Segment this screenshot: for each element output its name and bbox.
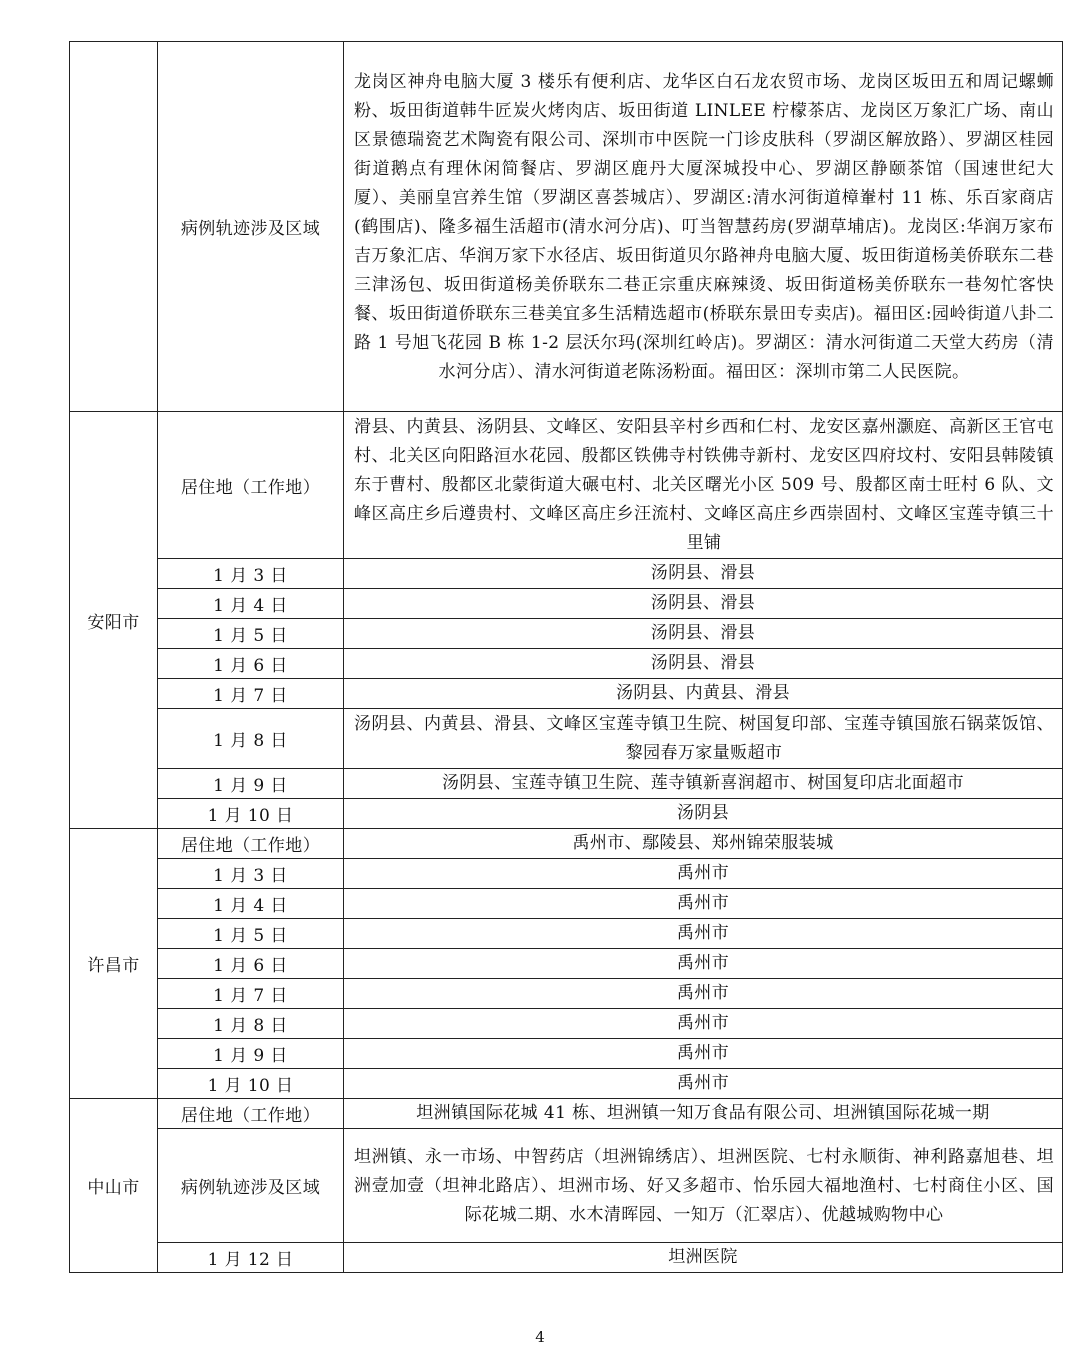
- table-row: [70, 1243, 1063, 1273]
- category-cell: 1 月 6 日: [158, 949, 344, 979]
- location-cell: 禹州市: [344, 859, 1063, 889]
- city-cell: 许昌市: [70, 829, 158, 1099]
- category-cell: 1 月 12 日: [158, 1243, 344, 1273]
- table-row: [70, 1039, 1063, 1069]
- category-cell: 1 月 10 日: [158, 799, 344, 829]
- location-cell: 禹州市: [344, 1009, 1063, 1039]
- location-cell: 汤阴县、滑县: [344, 619, 1063, 649]
- location-cell: 汤阴县: [344, 799, 1063, 829]
- trajectory-table-body: [70, 42, 1063, 1273]
- category-cell: 1 月 4 日: [158, 889, 344, 919]
- category-cell: 居住地（工作地）: [158, 829, 344, 859]
- table-row: [70, 559, 1063, 589]
- location-cell: 禹州市: [344, 889, 1063, 919]
- table-row: [70, 1069, 1063, 1099]
- location-cell: 汤阴县、内黄县、滑县、文峰区宝莲寺镇卫生院、树国复印部、宝莲寺镇国旅石锅菜饭馆、黎园春万家量贩超市: [344, 709, 1063, 769]
- city-cell: 安阳市: [70, 412, 158, 829]
- category-cell: 居住地（工作地）: [158, 412, 344, 559]
- category-cell: 1 月 4 日: [158, 589, 344, 619]
- category-cell: 病例轨迹涉及区域: [158, 42, 344, 412]
- category-cell: 1 月 9 日: [158, 1039, 344, 1069]
- category-cell: 1 月 5 日: [158, 619, 344, 649]
- location-cell: 汤阴县、内黄县、滑县: [344, 679, 1063, 709]
- location-cell: 禹州市: [344, 979, 1063, 1009]
- category-cell: 1 月 5 日: [158, 919, 344, 949]
- category-cell: 1 月 10 日: [158, 1069, 344, 1099]
- location-cell: 汤阴县、宝莲寺镇卫生院、莲寺镇新喜润超市、树国复印店北面超市: [344, 769, 1063, 799]
- location-cell: 禹州市: [344, 949, 1063, 979]
- table-row: [70, 1129, 1063, 1243]
- category-cell: 1 月 8 日: [158, 709, 344, 769]
- category-cell: 1 月 7 日: [158, 979, 344, 1009]
- trajectory-table: [69, 41, 1063, 1273]
- category-cell: 1 月 3 日: [158, 859, 344, 889]
- table-row: [70, 1009, 1063, 1039]
- category-cell: 1 月 8 日: [158, 1009, 344, 1039]
- location-cell: 坦洲医院: [344, 1243, 1063, 1273]
- category-cell: 1 月 6 日: [158, 649, 344, 679]
- location-cell: 汤阴县、滑县: [344, 559, 1063, 589]
- category-cell: 1 月 9 日: [158, 769, 344, 799]
- location-cell: 禹州市、鄢陵县、郑州锦荣服装城: [344, 829, 1063, 859]
- table-row: [70, 979, 1063, 1009]
- location-cell: 坦洲镇、永一市场、中智药店（坦洲锦绣店）、坦洲医院、七村永顺街、神利路嘉旭巷、坦洲壹加壹（坦神北路店）、坦洲市场、好又多超市、怡乐园大福地渔村、七村商住小区、国际花城二期、水木清晖园、一知万（汇翠店）、优越城购物中心: [344, 1129, 1063, 1243]
- location-cell: 汤阴县、滑县: [344, 589, 1063, 619]
- location-cell: 禹州市: [344, 1069, 1063, 1099]
- category-cell: 居住地（工作地）: [158, 1099, 344, 1129]
- table-row: [70, 919, 1063, 949]
- table-row: [70, 649, 1063, 679]
- table-row: [70, 589, 1063, 619]
- city-cell: [70, 42, 158, 412]
- table-row: [70, 619, 1063, 649]
- table-row: [70, 889, 1063, 919]
- location-cell: 禹州市: [344, 919, 1063, 949]
- table-row: [70, 799, 1063, 829]
- location-cell: 禹州市: [344, 1039, 1063, 1069]
- table-row: [70, 949, 1063, 979]
- location-cell: 滑县、内黄县、汤阴县、文峰区、安阳县辛村乡西和仁村、龙安区嘉州灏庭、高新区王官屯村、北关区向阳路洹水花园、殷都区铁佛寺村铁佛寺新村、龙安区四府坟村、安阳县韩陵镇东于曹村、殷都区北蒙街道大碾屯村、北关区曙光小区 509 号、殷都区南士旺村 6 队、文峰区高庄乡后遵贵村、文峰区高庄乡汪流村、文峰区高庄乡西崇固村、文峰区宝莲寺镇三十里铺: [344, 412, 1063, 559]
- table-row: [70, 829, 1063, 859]
- location-cell: 坦洲镇国际花城 41 栋、坦洲镇一知万食品有限公司、坦洲镇国际花城一期: [344, 1099, 1063, 1129]
- table-row: [70, 42, 1063, 412]
- category-cell: 1 月 7 日: [158, 679, 344, 709]
- table-row: [70, 709, 1063, 769]
- category-cell: 1 月 3 日: [158, 559, 344, 589]
- table-row: [70, 859, 1063, 889]
- table-row: [70, 412, 1063, 559]
- category-cell: 病例轨迹涉及区域: [158, 1129, 344, 1243]
- city-cell: 中山市: [70, 1099, 158, 1273]
- table-row: [70, 1099, 1063, 1129]
- location-cell: 龙岗区神舟电脑大厦 3 楼乐有便利店、龙华区白石龙农贸市场、龙岗区坂田五和周记螺蛳粉、坂田街道韩牛匠炭火烤肉店、坂田街道 LINLEE 柠檬茶店、龙岗区万象汇广场、南山区景德瑞瓷艺术陶瓷有限公司、深圳市中医院一门诊皮肤科（罗湖区解放路）、罗湖区桂园街道鹅点有理休闲简餐店、罗湖区鹿丹大厦深城投中心、罗湖区静颐茶馆（国速世纪大厦）、美丽皇宫养生馆（罗湖区喜荟城店）、罗湖区:清水河街道樟輋村 11 栋、乐百家商店(鹤围店)、隆多福生活超市(清水河分店)、叮当智慧药房(罗湖草埔店)。龙岗区:华润万家布吉万象汇店、华润万家下水径店、坂田街道贝尔路神舟电脑大厦、坂田街道杨美侨联东二巷三津汤包、坂田街道杨美侨联东二巷正宗重庆麻辣烫、坂田街道杨美侨联东一巷匆忙客快餐、坂田街道侨联东三巷美宜多生活精选超市(桥联东景田专卖店)。福田区:园岭街道八卦二路 1 号旭飞花园 B 栋 1-2 层沃尔玛(深圳红岭店)。罗湖区：清水河街道二天堂大药房（清水河分店）、清水河街道老陈汤粉面。福田区：深圳市第二人民医院。: [344, 42, 1063, 412]
- table-row: [70, 679, 1063, 709]
- location-cell: 汤阴县、滑县: [344, 649, 1063, 679]
- page-number: 4: [535, 1328, 545, 1346]
- table-row: [70, 769, 1063, 799]
